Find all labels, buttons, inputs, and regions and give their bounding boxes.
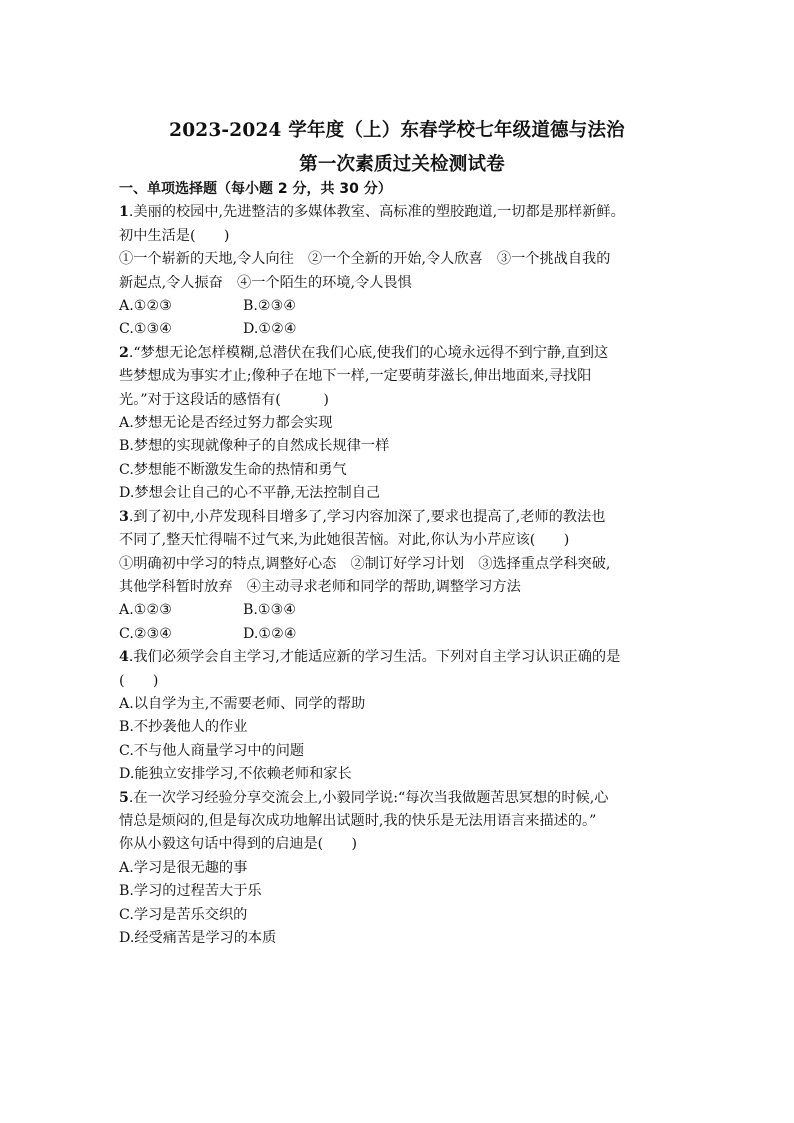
question-text-line <box>119 365 684 388</box>
question-text: 情总是烦闷的,但是每次成功地解出试题时,我的快乐是无法用语言来描述的。” <box>119 812 597 829</box>
question-text-line <box>119 201 684 224</box>
question-number: 3 <box>119 508 129 525</box>
exam-title-line1: 2023-2024 学年度（上）东春学校七年级道德与法治 <box>169 120 625 141</box>
answer-option[interactable]: D.①②④ <box>243 321 297 338</box>
answer-option[interactable]: A.以自学为主,不需要老师、同学的帮助 <box>119 695 366 712</box>
question-text: .“梦想无论怎样模糊,总潜伏在我们心底,使我们的心境永远得不到宁静,直到这 <box>128 344 609 361</box>
question-text: 些梦想成为事实才止;像种子在地下一样,一定要萌芽滋长,伸出地面来,寻找阳 <box>119 368 592 385</box>
question-text: 你从小毅这句话中得到的启迪是( ) <box>119 836 358 853</box>
question-text: .我们必须学会自主学习,才能适应新的学习生活。下列对自主学习认识正确的是 <box>128 649 621 666</box>
answer-option[interactable]: C.梦想能不断激发生命的热情和勇气 <box>119 461 347 478</box>
question-1 <box>119 201 684 341</box>
answer-option[interactable]: B.梦想的实现就像种子的自然成长规律一样 <box>119 438 390 455</box>
exam-title-line2: 第一次素质过关检测试卷 <box>299 154 505 175</box>
question-text: .在一次学习经验分享交流会上,小毅同学说:“每次当我做题苦思冥想的时候,心 <box>128 789 609 806</box>
exam-content <box>119 178 684 950</box>
option-row <box>119 623 684 646</box>
question-text: 不同了,整天忙得喘不过气来,为此她很苦恼。对此,你认为小芹应该( ) <box>119 532 570 549</box>
question-text-line <box>119 553 684 576</box>
answer-option[interactable]: C.②③④ <box>119 625 173 642</box>
answer-option[interactable]: C.①③④ <box>119 321 173 338</box>
question-text-line <box>119 342 684 365</box>
answer-option[interactable]: D.能独立安排学习,不依赖老师和家长 <box>119 766 352 783</box>
answer-option[interactable]: A.梦想无论是否经过努力都会实现 <box>119 415 333 432</box>
question-text-line <box>119 248 684 271</box>
question-text-line <box>119 529 684 552</box>
question-text-line <box>119 576 684 599</box>
question-4 <box>119 646 684 786</box>
question-text-line <box>119 833 684 856</box>
question-number: 2 <box>119 344 129 361</box>
answer-option[interactable]: A.①②③ <box>119 298 172 315</box>
question-5 <box>119 787 684 951</box>
question-text-line <box>119 506 684 529</box>
question-number: 5 <box>119 789 129 806</box>
question-list <box>119 201 684 950</box>
question-text-line <box>119 646 684 669</box>
answer-option[interactable]: B.不抄袭他人的作业 <box>119 719 248 736</box>
answer-option[interactable]: C.不与他人商量学习中的问题 <box>119 742 305 759</box>
question-number: 1 <box>119 204 129 221</box>
option-row <box>119 599 684 622</box>
question-text-line <box>119 389 684 412</box>
answer-option[interactable]: B.学习的过程苦大于乐 <box>119 883 262 900</box>
section-heading: 一、单项选择题（每小题 2 分，共 30 分） <box>119 181 392 197</box>
answer-option[interactable]: C.学习是苦乐交织的 <box>119 906 248 923</box>
answer-option[interactable]: D.经受痛苦是学习的本质 <box>119 930 277 946</box>
answer-option[interactable]: B.②③④ <box>243 298 297 315</box>
question-text: .美丽的校园中,先进整洁的多媒体教室、高标准的塑胶跑道,一切都是那样新鲜。 <box>128 204 625 221</box>
answer-option[interactable]: D.①②④ <box>243 625 297 642</box>
answer-option[interactable]: D.梦想会让自己的心不平静,无法控制自己 <box>119 485 381 502</box>
option-row <box>119 295 684 318</box>
question-text: ①明确初中学习的特点,调整好心态 ②制订好学习计划 ③选择重点学科突破, <box>119 555 611 572</box>
question-text-line <box>119 225 684 248</box>
question-text: .到了初中,小芹发现科目增多了,学习内容加深了,要求也提高了,老师的教法也 <box>128 508 606 525</box>
answer-option[interactable]: A.①②③ <box>119 602 172 619</box>
question-text: ①一个崭新的天地,令人向往 ②一个全新的开始,令人欣喜 ③一个挑战自我的 <box>119 251 611 268</box>
question-text: 其他学科暂时放弃 ④主动寻求老师和同学的帮助,调整学习方法 <box>119 578 521 595</box>
question-text-line <box>119 787 684 810</box>
question-number: 4 <box>119 649 129 666</box>
question-2 <box>119 342 684 506</box>
answer-option[interactable]: B.①③④ <box>243 602 297 619</box>
option-row <box>119 318 684 341</box>
question-text: ( ) <box>119 672 159 689</box>
question-text: 初中生活是( ) <box>119 227 230 244</box>
question-text: 新起点,令人振奋 ④一个陌生的环境,令人畏惧 <box>119 274 412 291</box>
answer-option[interactable]: A.学习是很无趣的事 <box>119 859 248 876</box>
question-text-line <box>119 272 684 295</box>
question-3 <box>119 506 684 646</box>
question-text-line <box>119 670 684 693</box>
question-text-line <box>119 810 684 833</box>
question-text: 光。”对于这段话的感悟有( ) <box>119 391 329 408</box>
